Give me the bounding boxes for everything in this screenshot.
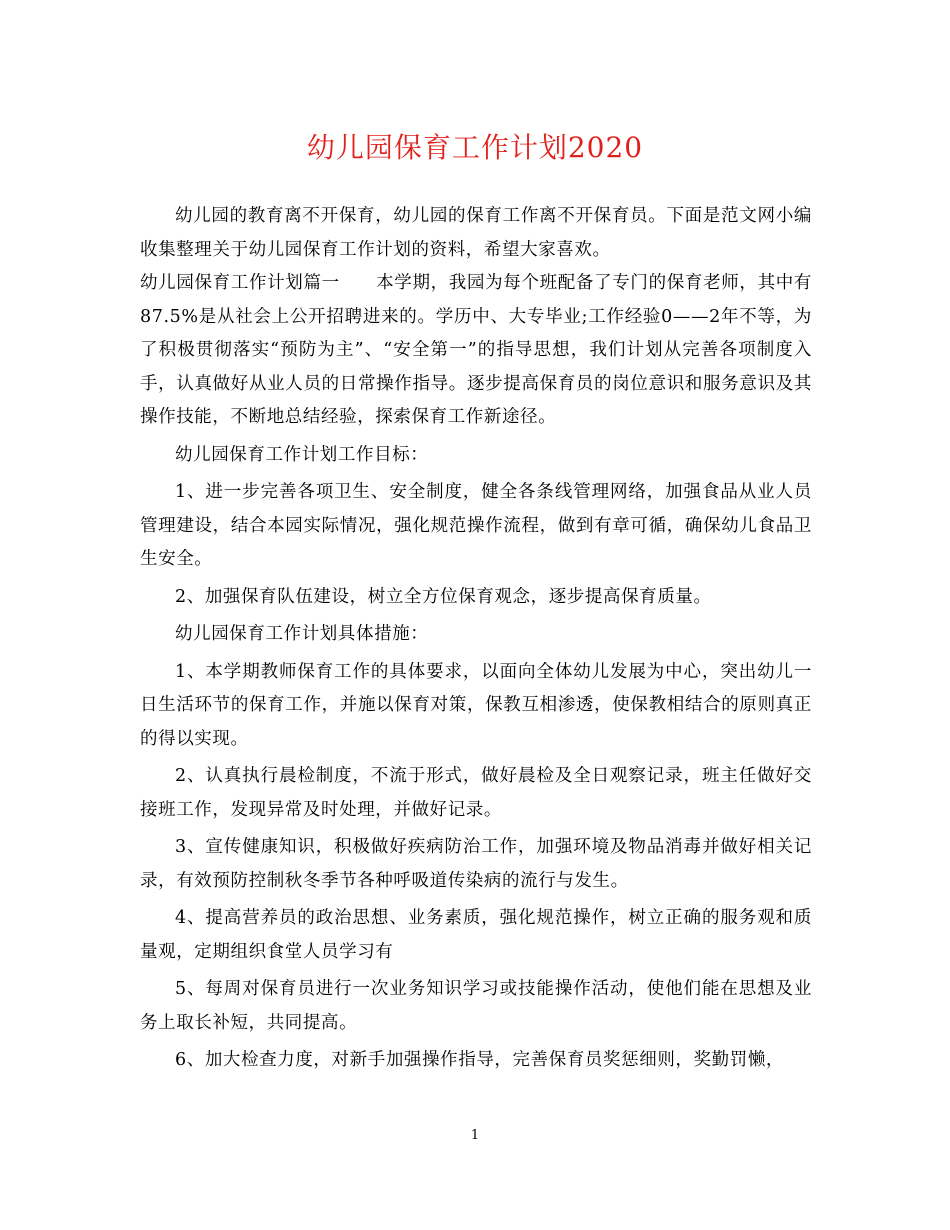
paragraph-measure-4: 4、提高营养员的政治思想、业务素质，强化规范操作，树立正确的服务观和质量观，定期组织食堂人员学习有 xyxy=(140,908,812,962)
paragraph-goal-1: 1、进一步完善各项卫生、安全制度，健全各条线管理网络，加强食品从业人员管理建设，结合本园实际情况，强化规范操作流程，做到有章可循，确保幼儿食品卫生安全。 xyxy=(140,482,812,569)
paragraph-measure-1: 1、本学期教师保育工作的具体要求，以面向全体幼儿发展为中心，突出幼儿一日生活环节的保育工作，并施以保育对策，保教互相渗透，使保教相结合的原则真正的得以实现。 xyxy=(140,661,812,749)
paragraph-measure-2: 2、认真执行晨检制度，不流于形式，做好晨检及全日观察记录，班主任做好交接班工作，发现异常及时处理，并做好记录。 xyxy=(140,766,812,820)
heading-work-goals: 幼儿园保育工作计划工作目标： xyxy=(175,444,429,465)
paragraph-plan-one: 幼儿园保育工作计划篇一 本学期，我园为每个班配备了专门的保育老师，其中有87.5%是从社会上公开招聘进来的。学历中、大专毕业;工作经验0——2年不等，为了积极贯彻落实“预防为主”、“安全第一”的指导思想，我们计划从完善各项制度入手，认真做好从业人员的日常操作指导。逐步提高保育员的岗位意识和服务意识及其操作技能，不断地总结经验，探索保育工作新途径。 xyxy=(140,273,812,427)
document-title: 幼儿园保育工作计划2020 xyxy=(306,131,644,164)
page-number: 1 xyxy=(470,1128,480,1143)
document-body xyxy=(140,200,812,1078)
paragraph-goal-2: 2、加强保育队伍建设，树立全方位保育观念，逐步提高保育质量。 xyxy=(175,586,712,607)
paragraph-measure-6: 6、加大检查力度，对新手加强操作指导，完善保育员奖惩细则，奖勤罚懒， xyxy=(175,1050,785,1070)
paragraph-measure-5: 5、每周对保育员进行一次业务知识学习或技能操作活动，使他们能在思想及业务上取长补短，共同提高。 xyxy=(140,979,812,1033)
paragraph-intro: 幼儿园的教育离不开保育，幼儿园的保育工作离不开保育员。下面是范文网小编收集整理关于幼儿园保育工作计划的资料，希望大家喜欢。 xyxy=(140,206,812,260)
paragraph-measure-3: 3、宣传健康知识，积极做好疾病防治工作，加强环境及物品消毒并做好相关记录，有效预防控制秋冬季节各种呼吸道传染病的流行与发生。 xyxy=(140,837,812,891)
heading-measures: 幼儿园保育工作计划具体措施： xyxy=(175,624,429,644)
